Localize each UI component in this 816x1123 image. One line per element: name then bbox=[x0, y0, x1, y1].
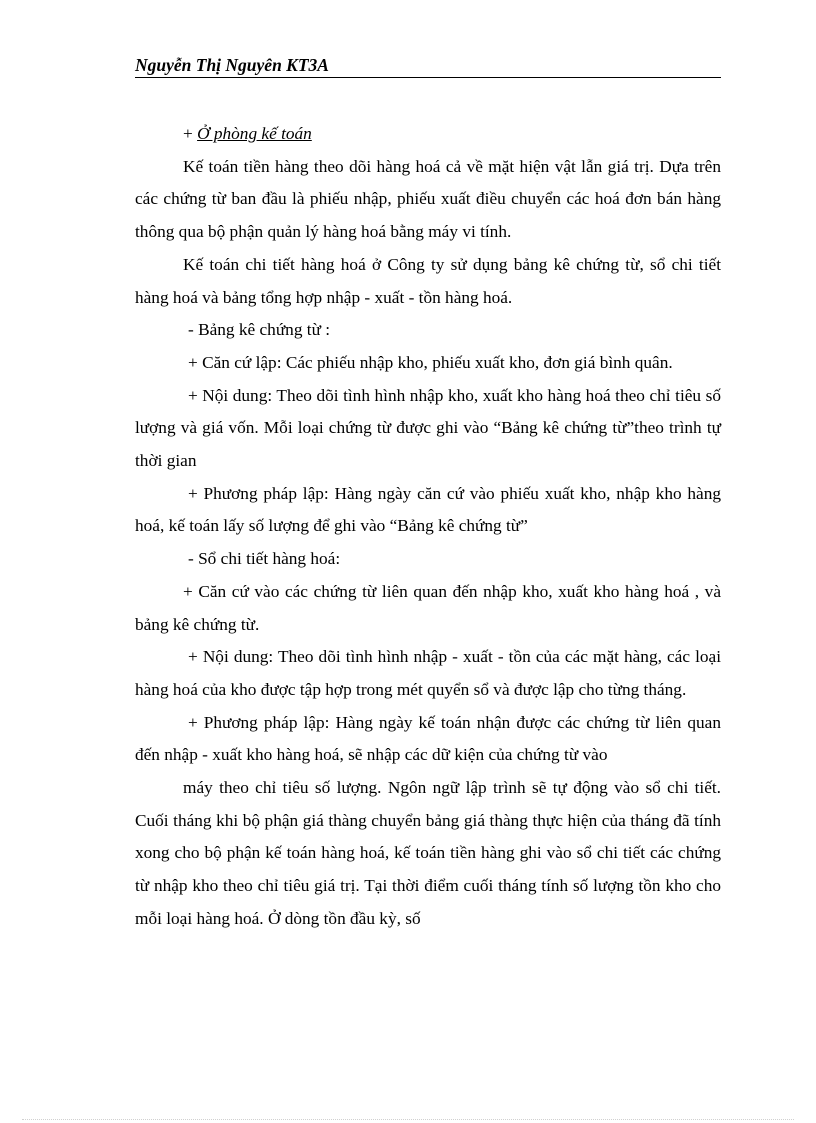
section-heading bbox=[135, 118, 721, 151]
page-bottom-divider bbox=[22, 1119, 794, 1120]
paragraph: + Căn cứ vào các chứng từ liên quan đến nhập kho, xuất kho hàng hoá , và bảng kê chứng từ. bbox=[135, 581, 721, 634]
paragraph: - Sổ chi tiết hàng hoá: bbox=[188, 549, 341, 569]
paragraph: Kế toán chi tiết hàng hoá ở Công ty sử dụng bảng kê chứng từ, sổ chi tiết hàng hoá và bảng tổng hợp nhập - xuất - tồn hàng hoá. bbox=[135, 254, 721, 307]
paragraph: + Nội dung: Theo dõi tình hình nhập - xuất - tồn của các mặt hàng, các loại hàng hoá của kho được tập hợp trong mét quyển sổ và được lập cho từng tháng. bbox=[135, 647, 721, 699]
header-author: Nguyễn Thị Nguyên KT3A bbox=[135, 55, 329, 75]
section-prefix: + bbox=[183, 124, 198, 143]
paragraph: Kế toán tiền hàng theo dõi hàng hoá cả về mặt hiện vật lẫn giá trị. Dựa trên các chứng từ ban đầu là phiếu nhập, phiếu xuất điều chuyển các hoá đơn bán hàng thông qua bộ phận quản lý hàng hoá bằng máy vi tính. bbox=[135, 156, 721, 242]
document-body bbox=[135, 118, 721, 936]
paragraph: + Căn cứ lập: Các phiếu nhập kho, phiếu xuất kho, đơn giá bình quân. bbox=[188, 352, 673, 372]
page-header bbox=[135, 55, 721, 78]
paragraph: + Phương pháp lập: Hàng ngày căn cứ vào phiếu xuất kho, nhập kho hàng hoá, kế toán lấy số lượng để ghi vào “Bảng kê chứng từ” bbox=[135, 483, 721, 536]
paragraph: + Nội dung: Theo dõi tình hình nhập kho, xuất kho hàng hoá theo chỉ tiêu số lượng và giá vốn. Mỗi loại chứng từ được ghi vào “Bảng kê chứng từ”theo trình tự thời gian bbox=[135, 385, 721, 471]
paragraph: máy theo chỉ tiêu số lượng. Ngôn ngữ lập trình sẽ tự động vào sổ chi tiết. Cuối tháng khi bộ phận giá thàng chuyển bảng giá thàng thực hiện của tháng đã tính xong cho bộ phận kế toán hàng hoá, kế toán tiền hàng ghi vào sổ chi tiết các chứng từ nhập kho theo chỉ tiêu giá trị. Tại thời điểm cuối tháng tính số lượng tồn kho cho mỗi loại hàng hoá. Ở dòng tồn đầu kỳ, số bbox=[135, 778, 721, 928]
paragraph: - Bảng kê chứng từ : bbox=[188, 320, 331, 340]
paragraph: + Phương pháp lập: Hàng ngày kế toán nhận được các chứng từ liên quan đến nhập - xuất kho hàng hoá, sẽ nhập các dữ kiện của chứng từ vào bbox=[135, 712, 721, 765]
section-title: Ở phòng kế toán bbox=[197, 124, 312, 143]
